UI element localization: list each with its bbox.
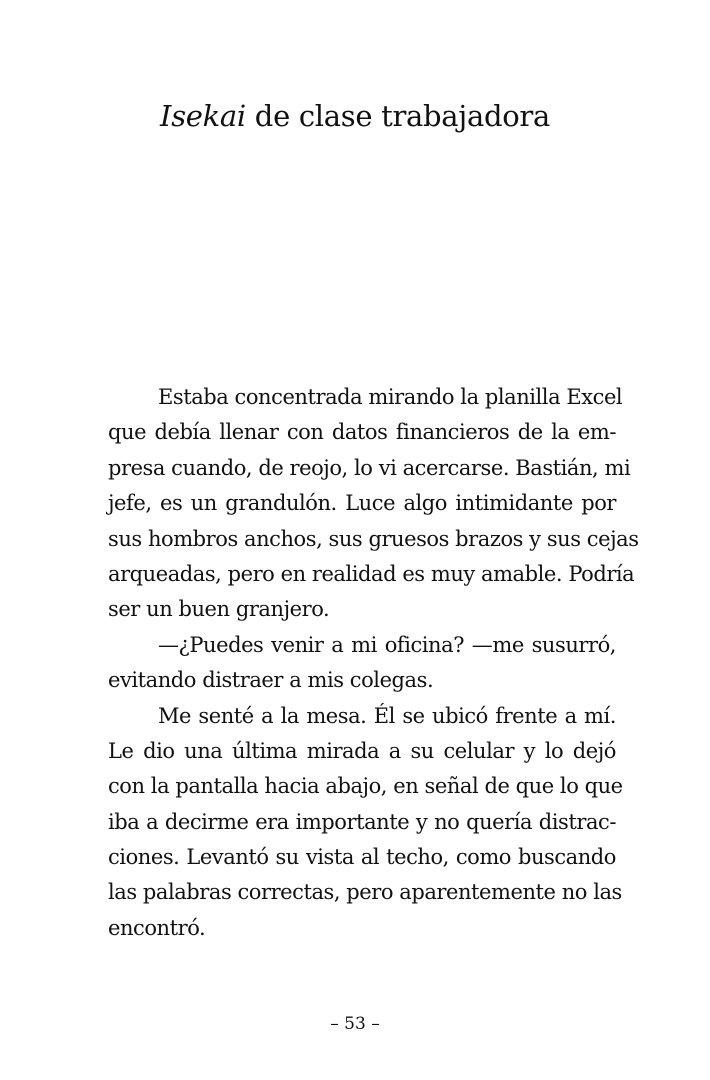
text-line: presa cuando, de reojo, lo vi acercarse. Bastián, mi — [108, 455, 631, 480]
chapter-title-rest: de clase trabajadora — [245, 99, 550, 133]
text-line: arqueadas, pero en realidad es muy amable. Podría — [108, 561, 635, 586]
chapter-title — [0, 96, 710, 136]
page-number: – 53 – — [330, 1014, 380, 1034]
text-line: jefe, es un grandulón. Luce algo intimidante por — [108, 491, 616, 516]
text-line: ciones. Levantó su vista al techo, como buscando — [108, 845, 616, 870]
text-line: Estaba concentrada mirando la planilla Excel — [158, 385, 623, 409]
text-line: ser un buen granjero. — [108, 597, 330, 622]
text-line: —¿Puedes venir a mi oficina? —me susurró, — [158, 632, 616, 657]
text-line: iba a decirme era importante y no quería distrac- — [108, 809, 616, 834]
text-line: las palabras correctas, pero aparentemente no las — [108, 880, 622, 905]
text-line: sus hombros anchos, sus gruesos brazos y sus cejas — [108, 526, 639, 551]
text-line: Me senté a la mesa. Él se ubicó frente a mí. — [158, 703, 616, 728]
chapter-title-italic: Isekai — [160, 99, 246, 133]
text-line: con la pantalla hacia abajo, en señal de que lo que — [108, 774, 623, 799]
text-line: encontró. — [108, 915, 206, 940]
text-line: evitando distraer a mis colegas. — [108, 668, 434, 693]
body-text — [108, 380, 639, 946]
text-line: que debía llenar con datos financieros de la em- — [108, 420, 616, 445]
text-line: Le dio una última mirada a su celular y lo dejó — [108, 738, 616, 763]
